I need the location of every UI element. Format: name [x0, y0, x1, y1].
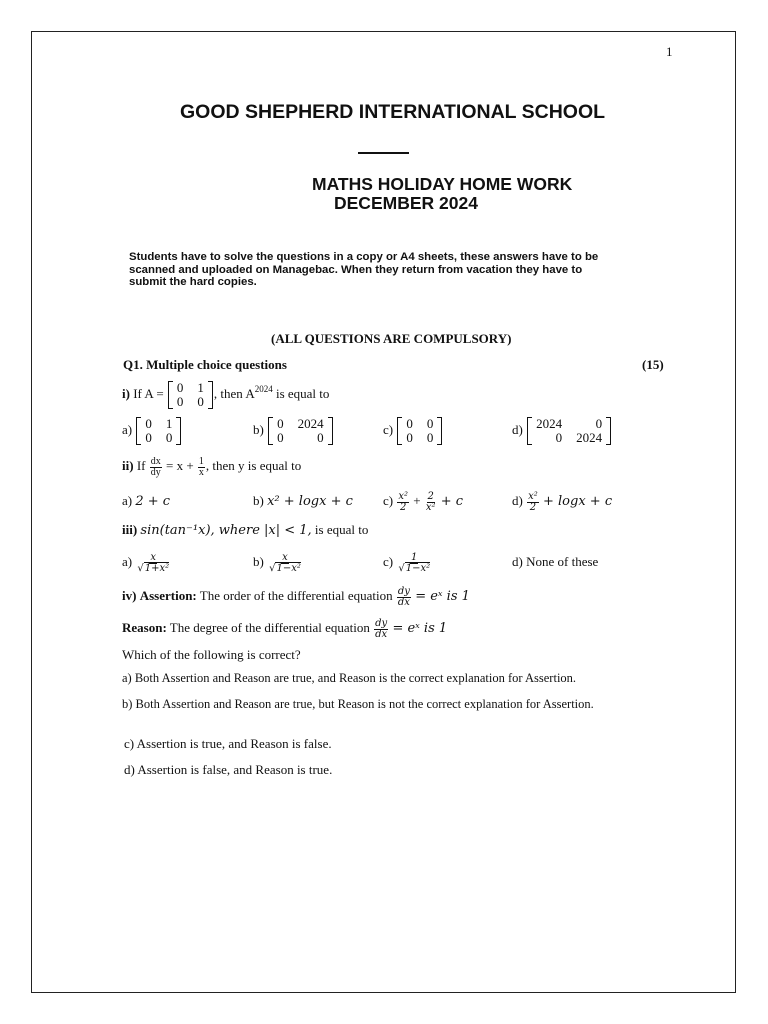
- q2-option-d: d) $\frac{\text{x²}}{2}$ + logx + c: [512, 490, 613, 513]
- school-name: GOOD SHEPHERD INTERNATIONAL SCHOOL: [180, 101, 606, 123]
- section-marks: (15): [642, 357, 664, 372]
- q3-option-c: c) $\frac{1}{\text{√1−x²}}$: [383, 551, 431, 574]
- matrix-a: 0 1 0 0: [168, 381, 213, 409]
- q2-option-b: b) x² + logx + c: [253, 493, 353, 509]
- q3-option-b: b) $\frac{x}{\text{√1−x²}}$: [253, 551, 301, 574]
- instructions: Students have to solve the questions in a copy or A4 sheets, these answers have to be scanned and uploaded on Managebac. When they return from vacation they have to submit the hard copies.: [129, 251, 599, 288]
- q1-option-a: a) 0 1 0 0: [122, 417, 182, 445]
- q4-option-c: c) Assertion is true, and Reason is false.: [124, 736, 332, 751]
- page-number: 1: [666, 44, 673, 59]
- title-divider: [358, 152, 409, 154]
- question-2: ii) If $\frac{dx}{dy}$ = x + $\frac{1}{x}$ , then y is equal to: [122, 455, 302, 478]
- title-line-2: DECEMBER 2024: [334, 193, 478, 213]
- q1-option-b: b) 0 2024 0 0: [253, 417, 334, 445]
- question-3: iii) sin(tan⁻¹x), where |x| < 1, is equal to: [122, 522, 369, 538]
- q3-option-a: a) $\frac{x}{\text{√1+x²}}$: [122, 551, 170, 574]
- q2-option-c: c) $\frac{\text{x²}}{2}$ + $\frac{2}{\text{x²}}$ + c: [383, 490, 464, 513]
- compulsory-note: (ALL QUESTIONS ARE COMPULSORY): [271, 331, 512, 346]
- reason-line: Reason: The degree of the differential equation $\frac{dy}{dx}$ = eˣ is 1: [122, 617, 448, 640]
- q1-option-d: d) 2024 0 0 2024: [512, 417, 612, 445]
- q4-option-d: d) Assertion is false, and Reason is true.: [124, 762, 333, 777]
- assertion-line: iv) Assertion: The order of the differential equation $\frac{dy}{dx}$ = eˣ is 1: [122, 585, 470, 608]
- title-line-1: MATHS HOLIDAY HOME WORK: [312, 174, 573, 194]
- q2-option-a: a) 2 + c: [122, 493, 171, 509]
- q4-question: Which of the following is correct?: [122, 647, 301, 662]
- q1-option-c: c) 0 0 0 0: [383, 417, 443, 445]
- q4-option-a: a) Both Assertion and Reason are true, and Reason is the correct explanation for Assertion.: [122, 671, 577, 685]
- section-title: Q1. Multiple choice questions: [123, 357, 287, 372]
- q4-option-b: b) Both Assertion and Reason are true, but Reason is not the correct explanation for Assertion.: [122, 697, 594, 711]
- question-1: i) If A = 0 1 0 0 , then $A^{2024}$ is equal to: [122, 380, 330, 410]
- q3-option-d: d) None of these: [512, 554, 599, 569]
